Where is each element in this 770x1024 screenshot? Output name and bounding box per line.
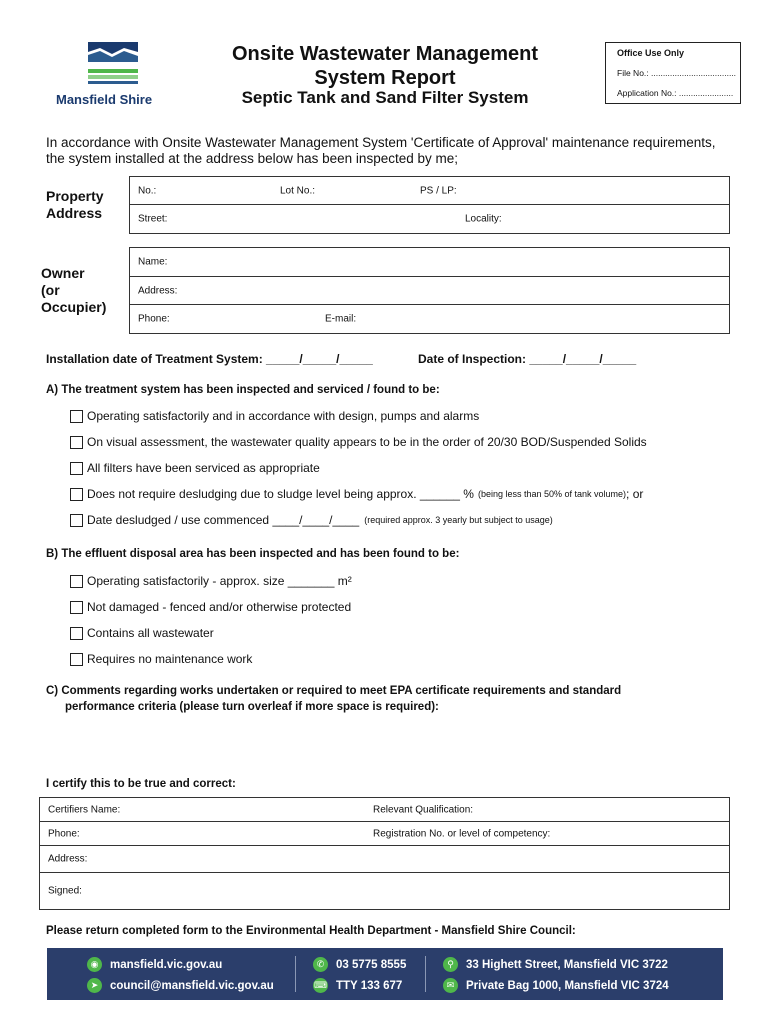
- checkbox[interactable]: [70, 601, 83, 614]
- locality-label: Locality:: [465, 213, 502, 225]
- checkbox[interactable]: [70, 436, 83, 449]
- property-address-table: [129, 176, 730, 234]
- section-a-item: [70, 487, 643, 501]
- qualification-label: Relevant Qualification:: [373, 804, 474, 815]
- street-text: 33 Highett Street, Mansfield VIC 3722: [466, 958, 668, 971]
- section-b-item-label: Requires no maintenance work: [87, 652, 253, 666]
- section-a-item: [70, 435, 647, 449]
- section-b-item: [70, 574, 352, 588]
- section-b-item: [70, 626, 214, 640]
- checkbox[interactable]: [70, 488, 83, 501]
- section-b-item-label: Not damaged - fenced and/or otherwise protected: [87, 600, 352, 614]
- page-subtitle: Septic Tank and Sand Filter System: [241, 88, 529, 107]
- street-address: [443, 957, 668, 972]
- phone-icon: ✆: [313, 957, 328, 972]
- property-no-field[interactable]: [130, 177, 730, 205]
- footer-divider: [295, 956, 296, 992]
- certifier-name-field[interactable]: [40, 798, 730, 822]
- postal-text: Private Bag 1000, Mansfield VIC 3724: [466, 979, 669, 992]
- intro-text: In accordance with Onsite Wastewater Management System 'Certificate of Approval' maintenance requirements, the system installed at the address below has been inspected by me;: [46, 135, 716, 166]
- section-b-item: [70, 652, 252, 666]
- checkbox[interactable]: [70, 653, 83, 666]
- certifier-phone-field[interactable]: [40, 822, 730, 846]
- checkbox[interactable]: [70, 410, 83, 423]
- phone-text: 03 5775 8555: [336, 958, 407, 971]
- address-label: Address:: [138, 285, 178, 296]
- street-field[interactable]: [130, 205, 730, 234]
- office-use-title: Office Use Only: [617, 48, 685, 58]
- owner-label-line-1: Owner: [41, 265, 85, 281]
- location-pin-icon: ⚲: [443, 957, 458, 972]
- item-tail: ; or: [626, 487, 644, 501]
- certifier-address-field[interactable]: [40, 846, 730, 873]
- property-label-line-1: Property: [46, 188, 104, 204]
- org-name: Mansfield Shire: [56, 92, 153, 107]
- owner-address-field[interactable]: [130, 277, 730, 305]
- email-label: E-mail:: [325, 313, 357, 325]
- checkbox[interactable]: [70, 575, 83, 588]
- certifier-address-label: Address:: [48, 853, 88, 865]
- mail-icon: ✉: [443, 978, 458, 993]
- phone-label: Phone:: [138, 313, 170, 325]
- owner-label: [41, 265, 106, 316]
- globe-icon: ◉: [87, 957, 102, 972]
- send-icon: ➤: [87, 978, 102, 993]
- checkbox[interactable]: [70, 462, 83, 475]
- property-label-line-2: Address: [46, 205, 103, 221]
- owner-phone-field[interactable]: [130, 305, 730, 334]
- certifiers-name-label: Certifiers Name:: [48, 804, 121, 815]
- section-a-item-label: Does not require desludging due to sludge level being approx. ______ %: [87, 487, 474, 501]
- inspection-date-field[interactable]: Date of Inspection: _____/_____/_____: [418, 352, 637, 366]
- signature-field[interactable]: [40, 873, 730, 910]
- email-text: council@mansfield.vic.gov.au: [110, 979, 274, 992]
- owner-label-line-2: (or: [41, 282, 60, 298]
- comments-area[interactable]: [46, 718, 730, 774]
- property-address-label: [46, 188, 104, 222]
- checkbox[interactable]: [70, 514, 83, 527]
- no-label: No.:: [138, 185, 157, 196]
- section-b-item-label: Operating satisfactorily - approx. size _______ m²: [87, 574, 352, 588]
- email-link[interactable]: [87, 978, 274, 993]
- section-a-heading: A) The treatment system has been inspected and serviced / found to be:: [46, 384, 440, 396]
- website-text: mansfield.vic.gov.au: [110, 958, 223, 971]
- section-a-item-label: On visual assessment, the wastewater quality appears to be in the order of 20/30 BOD/Suspended Solids: [87, 435, 647, 449]
- phone-link[interactable]: [313, 957, 406, 972]
- title-line-2: System Report: [314, 67, 456, 89]
- certify-heading: I certify this to be true and correct:: [46, 778, 236, 790]
- section-a-item-label: All filters have been serviced as appropriate: [87, 461, 320, 475]
- application-no-field[interactable]: Application No.: .......................: [617, 88, 734, 98]
- section-c-heading-line-1: C) Comments regarding works undertaken or required to meet EPA certificate requirements and standard: [46, 685, 622, 697]
- section-b-item-label: Contains all wastewater: [87, 626, 214, 640]
- tty-info: [313, 978, 402, 993]
- section-a-item: [70, 461, 320, 475]
- website-link[interactable]: [87, 957, 222, 972]
- ps-lp-label: PS / LP:: [420, 185, 457, 196]
- file-no-field[interactable]: File No.: ....................................: [617, 68, 737, 78]
- section-a-item-label: Operating satisfactorily and in accordance with design, pumps and alarms: [87, 409, 480, 423]
- certifier-table: [39, 797, 730, 910]
- page-title: [210, 42, 560, 90]
- postal-address: [443, 978, 669, 993]
- lot-no-label: Lot No.:: [280, 185, 316, 196]
- item-note: (required approx. 3 yearly but subject to usage): [364, 515, 553, 525]
- item-note: (being less than 50% of tank volume): [477, 489, 627, 499]
- owner-label-line-3: Occupier): [41, 299, 107, 315]
- title-line-1: Onsite Wastewater Management: [231, 43, 538, 65]
- street-label: Street:: [138, 213, 168, 225]
- section-a-item-label: Date desludged / use commenced ____/____/____: [87, 513, 360, 527]
- registration-label: Registration No. or level of competency:: [373, 828, 551, 839]
- contact-footer: [47, 948, 723, 1000]
- tty-text: TTY 133 677: [336, 979, 403, 992]
- section-a-item: [70, 409, 479, 423]
- owner-name-field[interactable]: [130, 248, 730, 277]
- footer-divider: [425, 956, 426, 992]
- checkbox[interactable]: [70, 627, 83, 640]
- certifier-phone-label: Phone:: [48, 828, 80, 839]
- section-c-heading: [46, 683, 621, 715]
- section-c-heading-line-2: performance criteria (please turn overleaf if more space is required):: [65, 701, 439, 713]
- signed-label: Signed:: [48, 885, 82, 897]
- tty-icon: ⌨: [313, 978, 328, 993]
- installation-date-field[interactable]: Installation date of Treatment System: _____/_____/_____: [46, 352, 373, 366]
- owner-table: [129, 247, 730, 334]
- section-b-item: [70, 600, 351, 614]
- section-b-heading: B) The effluent disposal area has been inspected and has been found to be:: [46, 548, 460, 560]
- name-label: Name:: [138, 256, 168, 268]
- return-note: Please return completed form to the Environmental Health Department - Mansfield Shire Council:: [46, 925, 576, 937]
- section-a-item: [70, 513, 553, 527]
